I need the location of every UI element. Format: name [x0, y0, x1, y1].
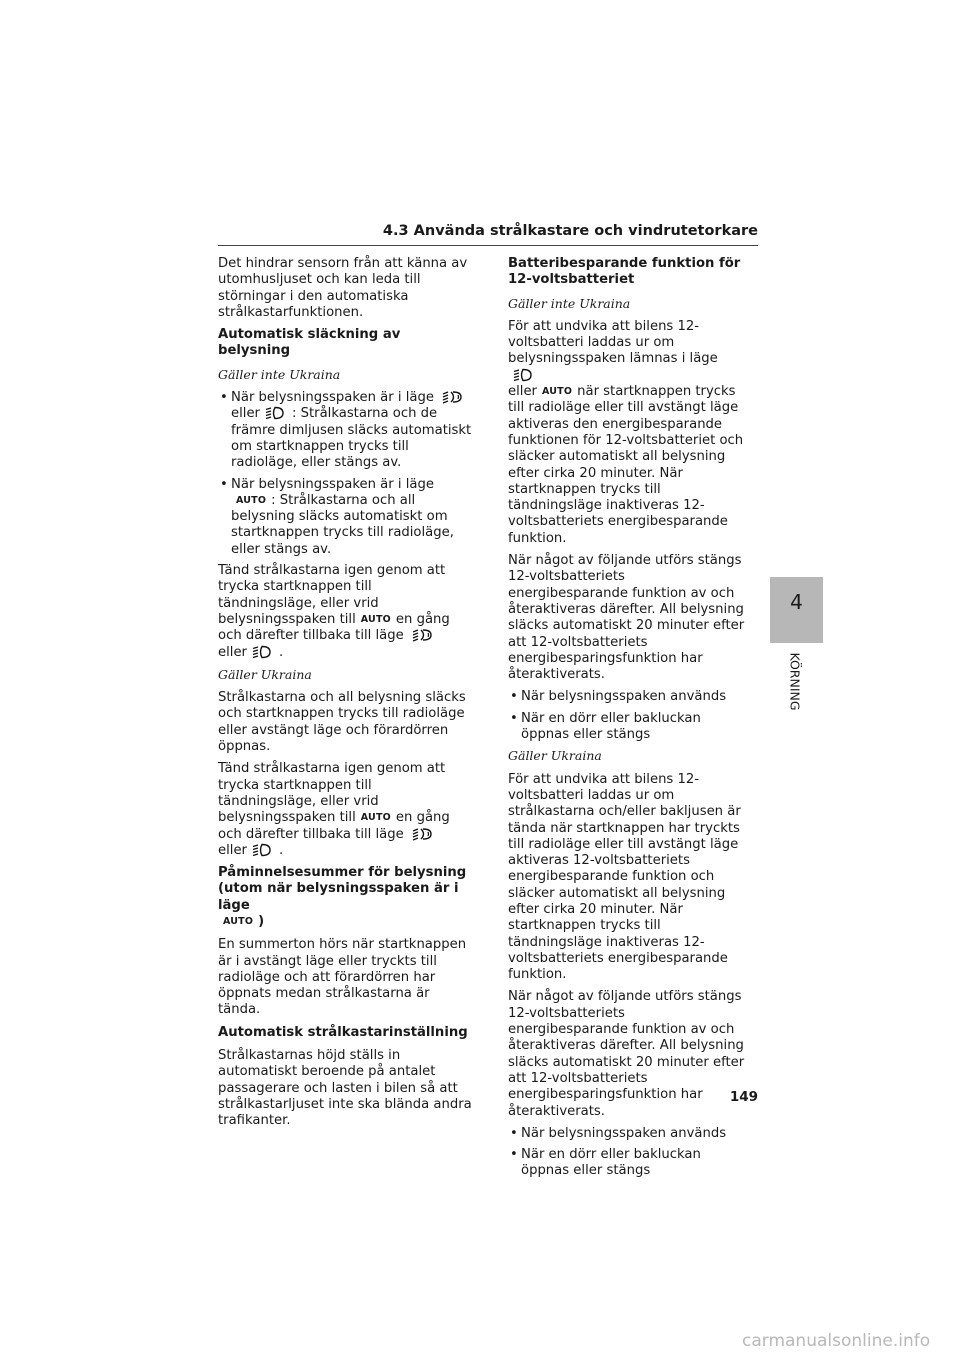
page-number: 149 — [729, 1089, 758, 1105]
headlight-icon — [513, 368, 535, 382]
heading-auto-off: Automatisk släckning av belysning — [218, 327, 401, 359]
note-ukraine: Gäller Ukraina — [218, 666, 312, 682]
paragraph-relight-ukraine: Tänd strålkastarna igen genom att trycka startknappen till tändningsläge, eller vrid belysningsspaken till AUTO en gång och därefter tillbaka till läge eller . — [218, 761, 450, 858]
bullet-door-opened: • När en dörr eller bakluckan öppnas eller stängs — [508, 711, 748, 744]
paragraph-buzzer: En summerton hörs när startknappen är i avstängt läge eller tryckts till radioläge och att förardörren har öppnats medan strålkastarna är tända. — [218, 937, 467, 1018]
bullet-auto: • När belysningsspaken är i lägeAUTO : Strålkastarna och all belysning släcks automatiskt om startknappen trycks till radioläge, eller stängs av. — [218, 477, 472, 558]
heading-reminder-buzzer: Påminnelsesummer för belysning (utom när belysningsspaken är i läge AUTO ) — [218, 865, 467, 929]
headlight-icon — [252, 843, 274, 857]
auto-icon: AUTO — [360, 613, 391, 625]
paragraph-reactivation-ukraine: När något av följande utförs stängs 12-voltsbatteriets energibesparande funktion av och återaktiveras därefter. All belysning släcks automatiskt 20 minuter efter att 12-voltsbatteriets energibesparingsfunktion har återaktiverats. — [508, 989, 745, 1119]
heading-battery-saver: Batteribesparande funktion för 12-voltsbatteriet — [508, 256, 741, 288]
left-column — [218, 256, 472, 1136]
chapter-tab — [770, 577, 823, 643]
watermark: carmanualsonline.info — [742, 1331, 931, 1351]
right-column — [508, 256, 748, 1185]
auto-icon: AUTO — [223, 915, 254, 927]
fog-light-icon — [409, 827, 435, 841]
bullet-door-opened-2: • När en dörr eller bakluckan öppnas eller stängs — [508, 1147, 748, 1180]
chapter-number: 4 — [790, 590, 803, 614]
paragraph-relight: Tänd strålkastarna igen genom att trycka startknappen till tändningsläge, eller vrid belysningsspaken till AUTO en gång och därefter tillbaka till läge eller . — [218, 563, 450, 660]
auto-icon: AUTO — [236, 494, 267, 506]
chapter-label: KÖRNING — [787, 652, 803, 711]
paragraph-leveling: Strålkastarnas höjd ställs in automatiskt beroende på antalet passagerare och lasten i bilen så att strålkastarljuset inte ska blända andra trafikanter. — [218, 1048, 472, 1129]
intro-paragraph: Det hindrar sensorn från att känna av utomhusljuset och kan leda till störningar i den automatiska strålkastarfunktionen. — [218, 256, 468, 320]
paragraph-ukraine-off: Strålkastarna och all belysning släcks och startknappen trycks till radioläge eller avstängt läge och förardörren öppnas. — [218, 690, 466, 755]
paragraph-battery-saver: För att undvika att bilens 12-voltsbatteri laddas ur om belysningsspaken lämnas i läge eller AUTO när startknappen trycks till radioläge eller till avstängt läge aktiveras den energibesparande funktionen för 12-voltsbatteriet och släcker automatiskt all belysning efter cirka 20 minuter. När startknappen trycks till tändningsläge inaktiveras 12-voltsbatteriets energibesparande funktion. — [508, 318, 744, 546]
fog-light-icon — [409, 628, 435, 642]
note-not-ukraine-2: Gäller inte Ukraina — [508, 295, 631, 311]
headlight-icon — [252, 645, 274, 659]
fog-light-icon — [439, 390, 465, 404]
note-ukraine-2: Gäller Ukraina — [508, 748, 602, 764]
auto-icon: AUTO — [541, 386, 573, 398]
auto-icon: AUTO — [360, 812, 391, 824]
section-title: 4.3 Använda strålkastare och vindrutetorkare — [382, 223, 758, 239]
page-header — [218, 223, 758, 246]
bullet-fog-lowbeam: • När belysningsspaken är i läge eller : Strålkastarna och de främre dimljusen släcks automatiskt om startknappen trycks till radioläge, eller stängs av. — [218, 390, 472, 471]
paragraph-reactivation: När något av följande utförs stängs 12-voltsbatteriets energibesparande funktion av och återaktiveras därefter. All belysning släcks automatiskt 20 minuter efter att 12-voltsbatteriets energibesparingsfunktion har återaktiverats. — [508, 553, 745, 683]
bullet-lever-used-2: • När belysningsspaken används — [508, 1126, 748, 1142]
heading-auto-leveling: Automatisk strålkastarinställning — [218, 1024, 468, 1040]
paragraph-battery-saver-ukraine: För att undvika att bilens 12-voltsbatteri laddas ur om strålkastarna och/eller bakljusen är tända när startknappen har tryckts till radioläge eller till avstängt läge aktiveras 12-voltsbatteriets energibesparande funktion och släcker automatiskt all belysning efter cirka 20 minuter. När startknappen trycks till tändningsläge inaktiveras 12-voltsbatteriets energibesparande funktion. — [508, 771, 741, 983]
bullet-lever-used: • När belysningsspaken används — [508, 689, 748, 705]
note-not-ukraine: Gäller inte Ukraina — [218, 366, 341, 382]
headlight-icon — [265, 406, 287, 420]
